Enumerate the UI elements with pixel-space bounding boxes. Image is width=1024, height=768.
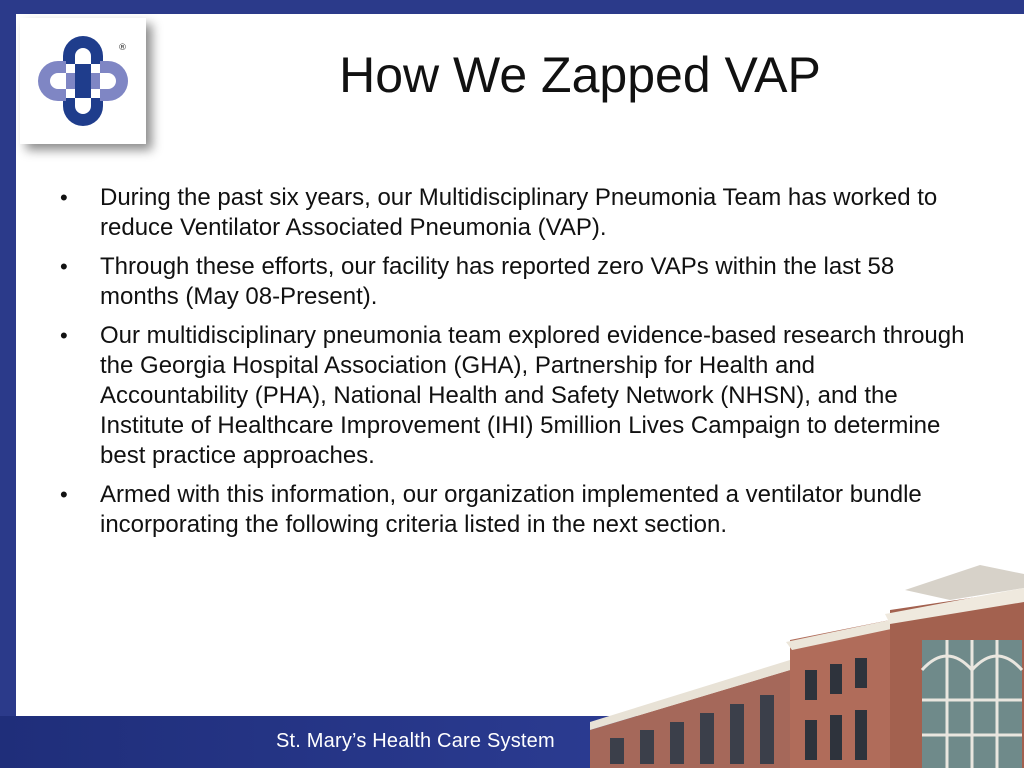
hospital-building-image xyxy=(560,560,1024,768)
registered-mark: ® xyxy=(118,43,127,53)
bullet-text: Through these efforts, our facility has reported zero VAPs within the last 58 months (May 08-Present). xyxy=(100,253,895,310)
bullet-item xyxy=(60,252,965,312)
bullet-item xyxy=(60,480,965,540)
footer-text: St. Mary’s Health Care System xyxy=(276,730,555,752)
bullet-dot: • xyxy=(60,185,68,210)
slide-title: How We Zapped VAP xyxy=(339,47,821,103)
bullet-item xyxy=(60,183,965,243)
bullet-list xyxy=(60,183,965,549)
bullet-dot: • xyxy=(60,323,68,348)
logo-card xyxy=(20,18,146,144)
bullet-text: During the past six years, our Multidisciplinary Pneumonia Team has worked to reduce Ventilator Associated Pneumonia (VAP). xyxy=(100,184,938,241)
st-marys-logo-icon xyxy=(20,18,146,144)
bullet-dot: • xyxy=(60,254,68,279)
bullet-item xyxy=(60,321,965,471)
bullet-text: Our multidisciplinary pneumonia team explored evidence-based research through the Georgia Hospital Association (GHA), Partnership for Health and Accountability (PHA), National Health and Safety Network (NHSN), and the Institute of Healthcare Improvement (IHI) 5million Lives Campaign to determine best practice approaches. xyxy=(100,322,965,469)
bullet-text: Armed with this information, our organization implemented a ventilator bundle incorporating the following criteria listed in the next section. xyxy=(100,481,922,538)
bullet-dot: • xyxy=(60,482,68,507)
